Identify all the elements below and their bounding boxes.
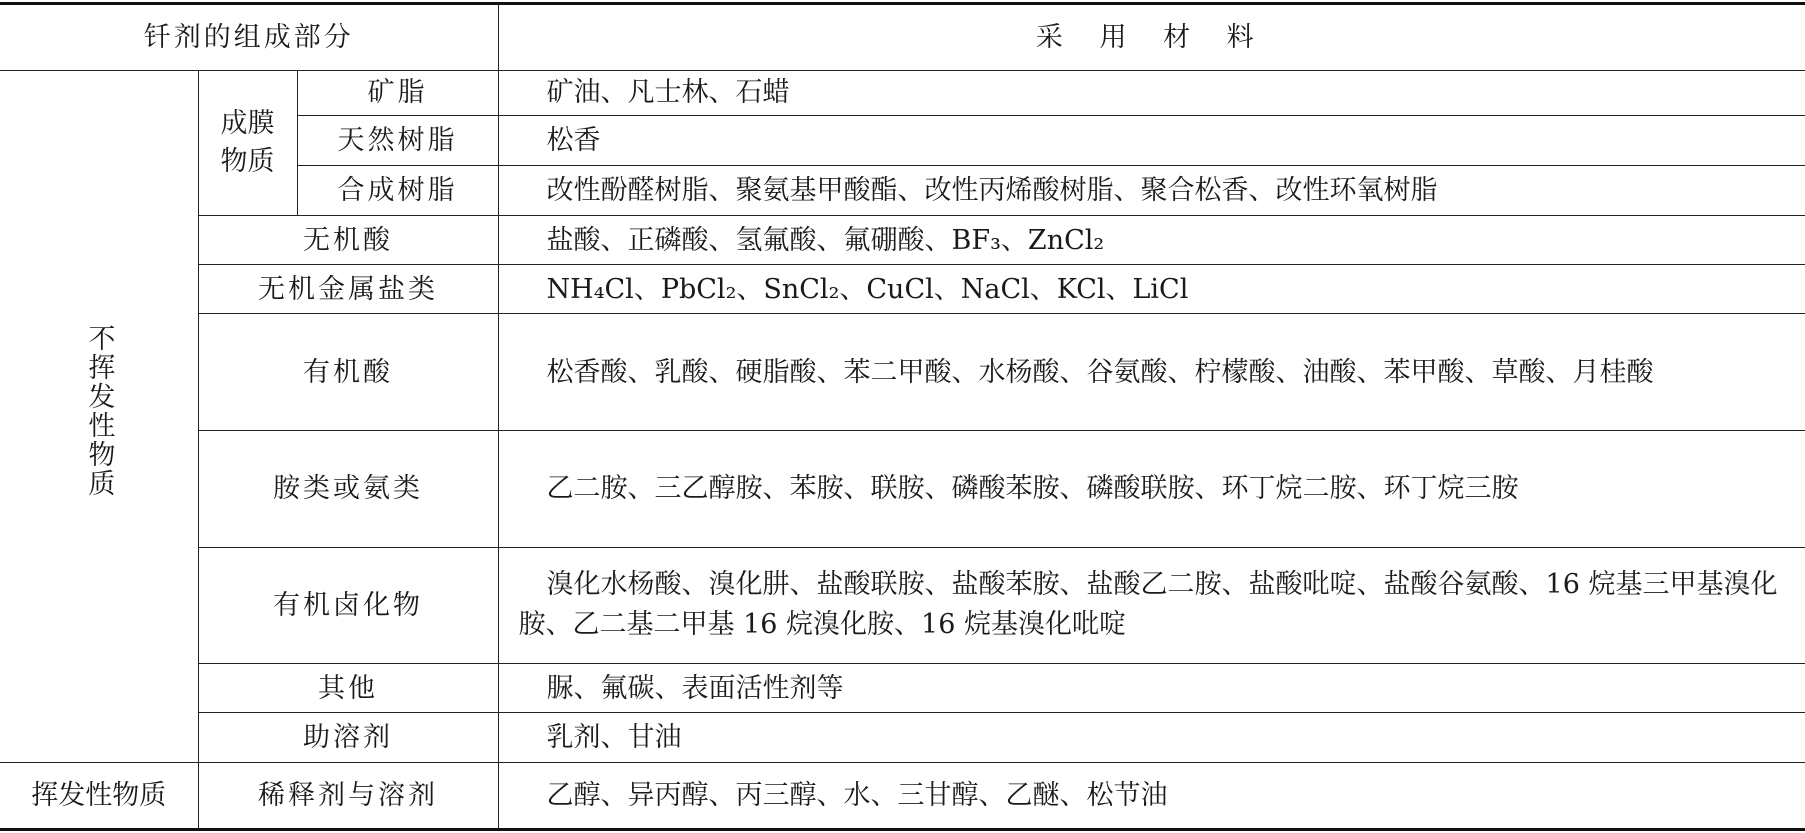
row-material: 盐酸、正磷酸、氢氟酸、氟硼酸、BF₃、ZnCl₂ — [498, 215, 1805, 264]
row-material: 脲、氟碳、表面活性剂等 — [498, 664, 1805, 713]
row-name: 稀释剂与溶剂 — [198, 762, 498, 829]
row-name: 有机卤化物 — [198, 547, 498, 664]
table-row — [0, 713, 1805, 762]
row-material: 改性酚醛树脂、聚氨基甲酸酯、改性丙烯酸树脂、聚合松香、改性环氧树脂 — [498, 165, 1805, 215]
header-material: 采 用 材 料 — [498, 4, 1805, 71]
row-material: 乙二胺、三乙醇胺、苯胺、联胺、磷酸苯胺、磷酸联胺、环丁烷二胺、环丁烷三胺 — [498, 431, 1805, 548]
table-row — [0, 314, 1805, 431]
table-row — [0, 762, 1805, 829]
row-name: 矿脂 — [297, 71, 498, 115]
group-nonvolatile-label: 不挥发性物质 — [83, 323, 115, 498]
row-material: 松香 — [498, 115, 1805, 165]
film-group — [198, 71, 297, 216]
flux-composition-table — [0, 2, 1805, 831]
film-group-label: 成膜物质 — [220, 108, 275, 177]
table-row — [0, 215, 1805, 264]
group-nonvolatile — [0, 71, 198, 762]
table-row — [0, 664, 1805, 713]
row-material: NH₄Cl、PbCl₂、SnCl₂、CuCl、NaCl、KCl、LiCl — [498, 265, 1805, 314]
row-name: 无机酸 — [198, 215, 498, 264]
table-row — [0, 265, 1805, 314]
row-name: 有机酸 — [198, 314, 498, 431]
row-name: 合成树脂 — [297, 165, 498, 215]
header-row — [0, 4, 1805, 71]
row-material: 溴化水杨酸、溴化肼、盐酸联胺、盐酸苯胺、盐酸乙二胺、盐酸吡啶、盐酸谷氨酸、16 烷基三甲基溴化胺、乙二基二甲基 16 烷溴化胺、16 烷基溴化吡啶 — [498, 547, 1805, 664]
row-material: 矿油、凡士林、石蜡 — [498, 71, 1805, 115]
table-row — [0, 431, 1805, 548]
row-name: 天然树脂 — [297, 115, 498, 165]
row-material: 松香酸、乳酸、硬脂酸、苯二甲酸、水杨酸、谷氨酸、柠檬酸、油酸、苯甲酸、草酸、月桂酸 — [498, 314, 1805, 431]
row-name: 助溶剂 — [198, 713, 498, 762]
row-material: 乳剂、甘油 — [498, 713, 1805, 762]
header-component: 钎剂的组成部分 — [0, 4, 498, 71]
row-name: 胺类或氨类 — [198, 431, 498, 548]
table-row — [0, 71, 1805, 115]
table-row — [0, 547, 1805, 664]
row-name: 其他 — [198, 664, 498, 713]
row-material: 乙醇、异丙醇、丙三醇、水、三甘醇、乙醚、松节油 — [498, 762, 1805, 829]
row-name: 无机金属盐类 — [198, 265, 498, 314]
group-volatile: 挥发性物质 — [0, 762, 198, 829]
